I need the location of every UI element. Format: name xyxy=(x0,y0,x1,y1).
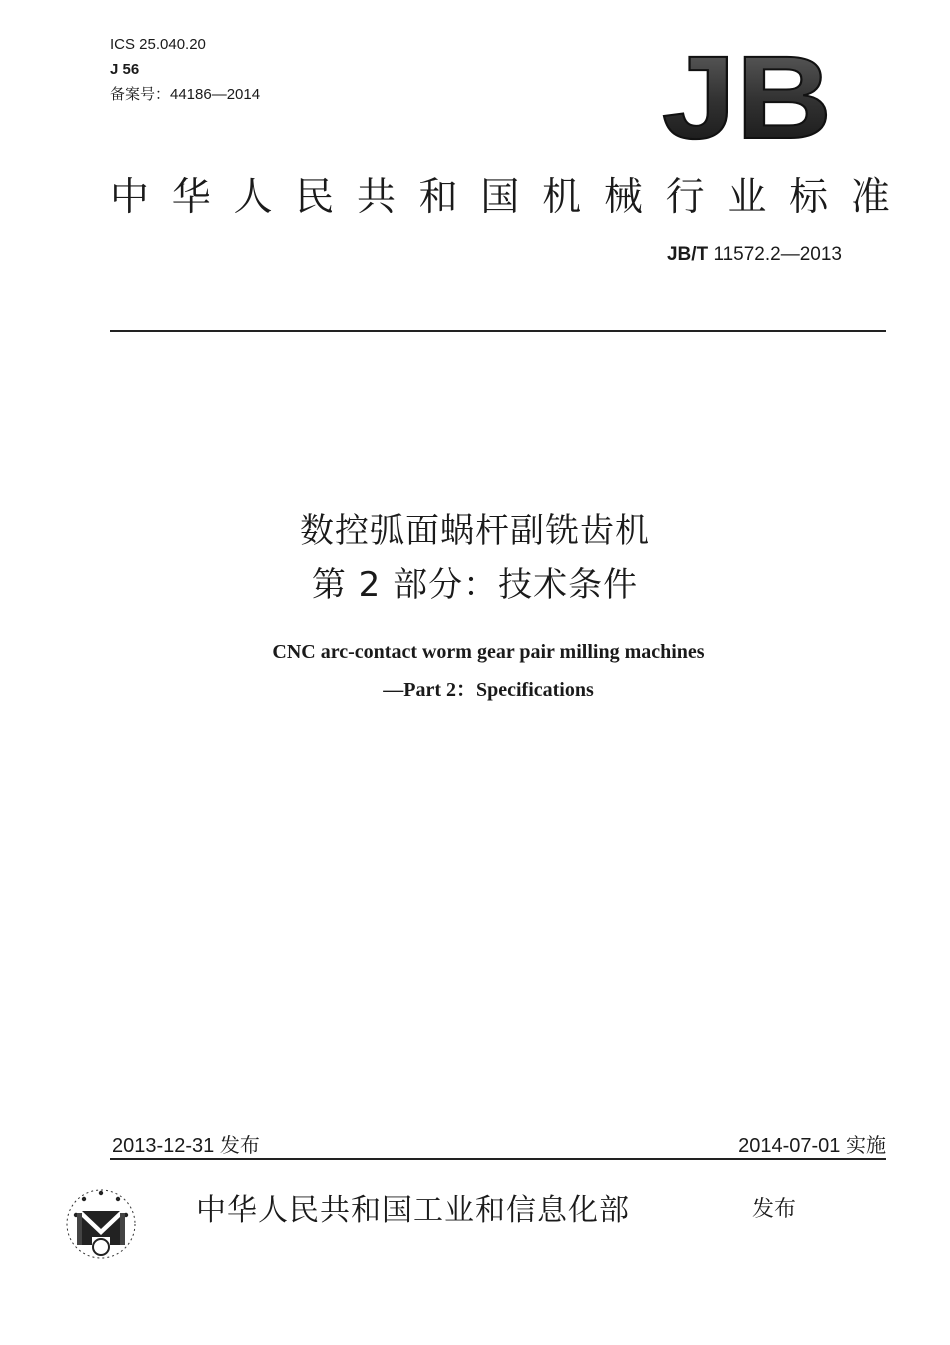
org-title-char: 共 xyxy=(356,175,396,220)
jb-logo-text: JB xyxy=(662,48,832,143)
ics-code: ICS 25.040.20 xyxy=(110,36,206,53)
org-title-char: 民 xyxy=(295,175,335,220)
org-title-char: 机 xyxy=(542,175,582,220)
footer-divider xyxy=(110,1158,886,1160)
standard-number xyxy=(667,244,842,266)
english-title-line1: CNC arc-contact worm gear pair milling machines xyxy=(272,641,705,663)
org-title xyxy=(110,168,890,220)
org-title-char: 中 xyxy=(110,175,150,220)
org-title-char: 人 xyxy=(233,175,273,220)
standard-number-value: 11572.2—2013 xyxy=(708,244,842,265)
chinese-title-line1: 数控弧面蜗杆副铣齿机 xyxy=(300,511,650,551)
issue-date: 2013-12-31 发布 xyxy=(112,1135,260,1157)
implementation-date: 2014-07-01 实施 xyxy=(738,1135,886,1157)
ministry-seal-icon xyxy=(62,1185,140,1263)
org-title-char: 业 xyxy=(727,175,767,220)
org-title-char: 标 xyxy=(789,175,829,220)
standard-number-prefix: JB/T xyxy=(666,244,709,265)
issue-label: 发布 xyxy=(752,1197,797,1222)
org-title-char: 和 xyxy=(418,175,458,220)
header-divider xyxy=(110,330,886,332)
filing-number: 备案号：44186—2014 xyxy=(110,86,261,103)
classification-code: J 56 xyxy=(110,61,140,78)
org-title-char: 行 xyxy=(665,175,705,220)
org-title-char: 械 xyxy=(603,175,643,220)
org-title-char: 准 xyxy=(850,175,890,220)
jb-logo xyxy=(660,48,835,143)
org-title-char: 华 xyxy=(171,175,211,220)
org-title-char: 国 xyxy=(480,175,520,220)
chinese-title-line2: 第 2 部分：技术条件 xyxy=(311,565,639,605)
english-title-line2: —Part 2：Specifications xyxy=(383,679,594,701)
issuing-authority: 中华人民共和国工业和信息化部 xyxy=(196,1193,630,1228)
